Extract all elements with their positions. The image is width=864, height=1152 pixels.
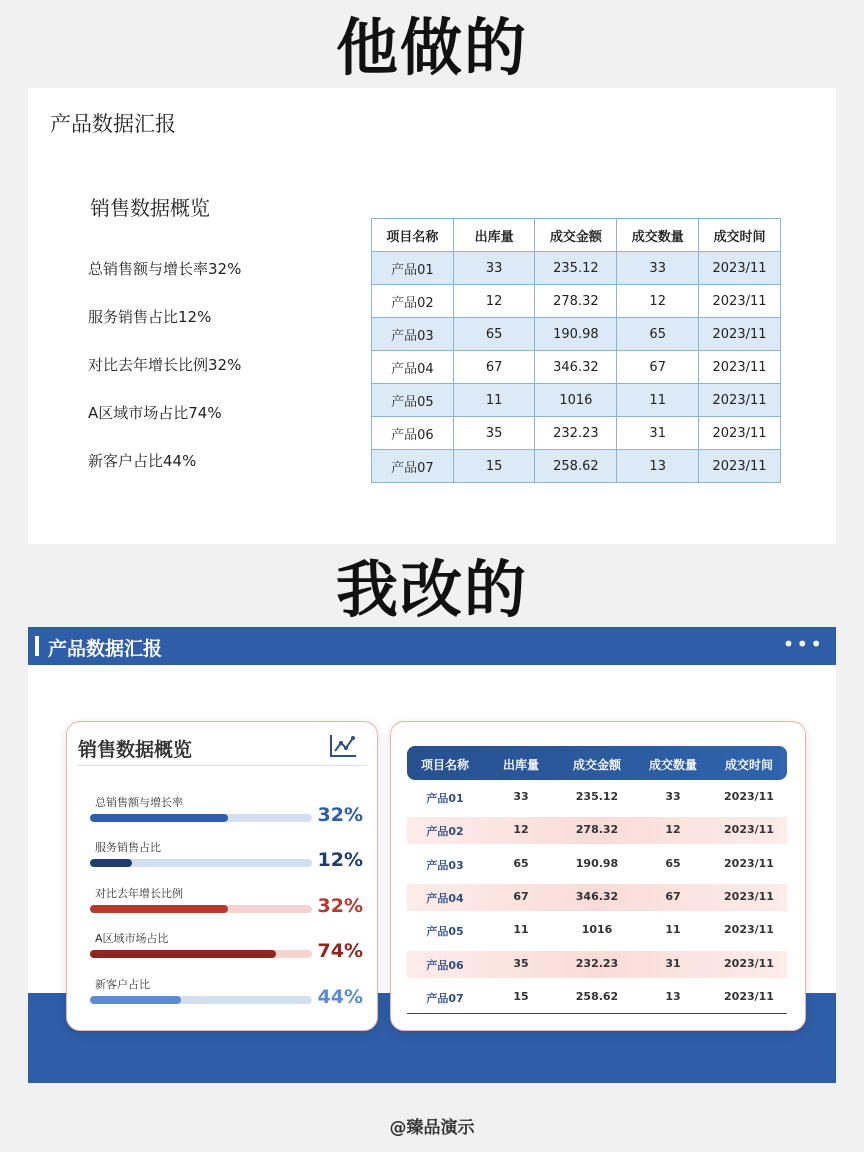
table-row (407, 984, 787, 1011)
progress-track (90, 814, 312, 822)
table-cell: 65 (665, 856, 681, 870)
table-row (372, 285, 781, 318)
table-cell: 2023/11 (724, 823, 774, 837)
table-row (372, 384, 781, 417)
table-cell: 产品03 (426, 858, 464, 872)
stat-label: A区域市场占比 (95, 932, 169, 945)
slide-title: 产品数据汇报 (50, 112, 176, 136)
table-cell: 13 (617, 450, 699, 483)
table-cell: 产品06 (372, 417, 454, 450)
stat-text: 服务销售占比12% (88, 308, 212, 326)
table-cell: 65 (617, 318, 699, 351)
stat-percentage: 74% (317, 940, 363, 962)
table-header-cell: 成交时间 (699, 219, 781, 252)
section-subtitle: 销售数据概览 (90, 196, 210, 220)
table-header-cell: 成交金额 (572, 758, 621, 772)
stat-label: 总销售额与增长率 (95, 796, 183, 809)
table-cell: 278.32 (535, 285, 617, 318)
table-cell: 产品05 (426, 925, 464, 939)
table-cell: 2023/11 (699, 318, 781, 351)
table-cell: 产品04 (372, 351, 454, 384)
table-cell: 232.23 (575, 956, 619, 970)
progress-fill (90, 905, 228, 913)
table-header-cell: 项目名称 (420, 758, 469, 772)
heading-after: 我改的 (335, 553, 528, 626)
stat-label: 新客户占比 (95, 978, 150, 991)
table-cell: 2023/11 (724, 956, 774, 970)
stat-text: 新客户占比44% (88, 452, 197, 470)
stat-percentage: 44% (317, 986, 363, 1008)
table-cell: 67 (665, 889, 681, 903)
table-row (407, 884, 787, 911)
table-cell: 258.62 (535, 450, 617, 483)
stat-text: 总销售额与增长率32% (88, 260, 242, 278)
table-header-cell: 项目名称 (372, 219, 454, 252)
table-cell: 11 (513, 923, 529, 937)
table-cell: 278.32 (575, 823, 619, 837)
slide-title: 产品数据汇报 (48, 638, 163, 660)
divider (77, 765, 367, 766)
table-cell: 190.98 (535, 318, 617, 351)
table-header-cell: 成交时间 (724, 758, 773, 772)
table-cell: 2023/11 (699, 417, 781, 450)
table-cell: 产品01 (372, 252, 454, 285)
table-row (372, 450, 781, 483)
table-row (407, 851, 787, 878)
table-cell: 33 (513, 790, 529, 803)
table-cell: 1016 (581, 923, 613, 937)
table-cell: 产品04 (426, 891, 464, 905)
table-cell: 13 (665, 989, 681, 1003)
table-cell: 2023/11 (699, 450, 781, 483)
table-cell: 2023/11 (724, 856, 774, 870)
table-cell: 346.32 (575, 889, 619, 903)
watermark-credit: @臻品演示 (389, 1118, 475, 1138)
progress-track (90, 905, 312, 913)
table-cell: 31 (665, 956, 681, 970)
table-header-cell: 成交金额 (535, 219, 617, 252)
table-cell: 12 (617, 285, 699, 318)
stat-text: 对比去年增长比例32% (88, 356, 242, 374)
progress-fill (90, 814, 228, 822)
table-cell: 35 (513, 956, 529, 970)
table-cell: 2023/11 (699, 351, 781, 384)
table-row (407, 817, 787, 844)
stats-card (66, 721, 378, 1031)
table-cell: 产品02 (426, 825, 464, 839)
table-cell: 产品03 (372, 318, 454, 351)
table-cell: 2023/11 (699, 384, 781, 417)
line-chart-icon (329, 733, 357, 759)
stat-text: A区域市场占比74% (88, 404, 222, 422)
table-cell: 67 (513, 889, 529, 903)
stat-percentage: 32% (317, 895, 363, 917)
stat-percentage: 32% (317, 804, 363, 826)
table-cell: 1016 (535, 384, 617, 417)
table-cell: 12 (453, 285, 535, 318)
data-table (371, 218, 781, 483)
stat-percentage: 12% (317, 849, 363, 871)
table-header-cell: 出库量 (502, 758, 539, 772)
table-cell: 235.12 (535, 252, 617, 285)
table-cell: 190.98 (575, 856, 619, 870)
table-row (372, 351, 781, 384)
table-header-cell: 成交数量 (648, 758, 697, 772)
table-cell: 65 (513, 856, 529, 870)
table-cell: 2023/11 (724, 790, 774, 803)
stat-label: 服务销售占比 (95, 841, 161, 854)
table-cell: 258.62 (575, 989, 619, 1003)
table-cell: 产品02 (372, 285, 454, 318)
table-cell: 33 (617, 252, 699, 285)
header-accent (35, 636, 39, 656)
table-cell: 11 (453, 384, 535, 417)
table-cell: 2023/11 (699, 285, 781, 318)
progress-track (90, 950, 312, 958)
table-header-cell: 出库量 (453, 219, 535, 252)
table-header-cell: 成交数量 (617, 219, 699, 252)
header-bar (28, 627, 836, 665)
table-cell: 11 (665, 923, 681, 937)
table-cell: 65 (453, 318, 535, 351)
table-cell: 产品05 (372, 384, 454, 417)
table-header-row (407, 746, 787, 780)
table-cell: 346.32 (535, 351, 617, 384)
progress-fill (90, 996, 181, 1004)
table-card (390, 721, 806, 1031)
table-cell: 12 (513, 823, 529, 837)
table-cell: 35 (453, 417, 535, 450)
table-cell: 产品01 (426, 792, 464, 805)
table-cell: 67 (453, 351, 535, 384)
more-dots-icon: ••• (782, 632, 824, 656)
table-row (372, 318, 781, 351)
heading-before: 他做的 (335, 11, 528, 84)
table-cell: 235.12 (575, 790, 619, 803)
slide-before (28, 88, 836, 544)
table-cell: 31 (617, 417, 699, 450)
table-row (372, 252, 781, 285)
progress-track (90, 859, 312, 867)
card-title: 销售数据概览 (78, 739, 193, 761)
table-row (407, 917, 787, 944)
table-cell: 2023/11 (699, 252, 781, 285)
table-row (407, 951, 787, 978)
table-bottom-rule (407, 1013, 787, 1014)
table-row (372, 417, 781, 450)
slide-after (28, 627, 836, 1083)
table-cell: 67 (617, 351, 699, 384)
progress-fill (90, 859, 132, 867)
table-cell: 11 (617, 384, 699, 417)
table-cell: 12 (665, 823, 681, 837)
progress-track (90, 996, 312, 1004)
table-cell: 产品07 (426, 991, 464, 1005)
table-cell: 232.23 (535, 417, 617, 450)
progress-fill (90, 950, 276, 958)
table-cell: 2023/11 (724, 923, 774, 937)
table-header-row (372, 219, 781, 252)
table-cell: 2023/11 (724, 889, 774, 903)
stat-label: 对比去年增长比例 (95, 887, 183, 900)
table-cell: 产品07 (372, 450, 454, 483)
table-cell: 2023/11 (724, 989, 774, 1003)
table-cell: 15 (453, 450, 535, 483)
table-cell: 33 (665, 790, 681, 803)
table-cell: 15 (513, 989, 529, 1003)
table-cell: 产品06 (426, 958, 464, 972)
table-cell: 33 (453, 252, 535, 285)
table-row (407, 784, 787, 811)
